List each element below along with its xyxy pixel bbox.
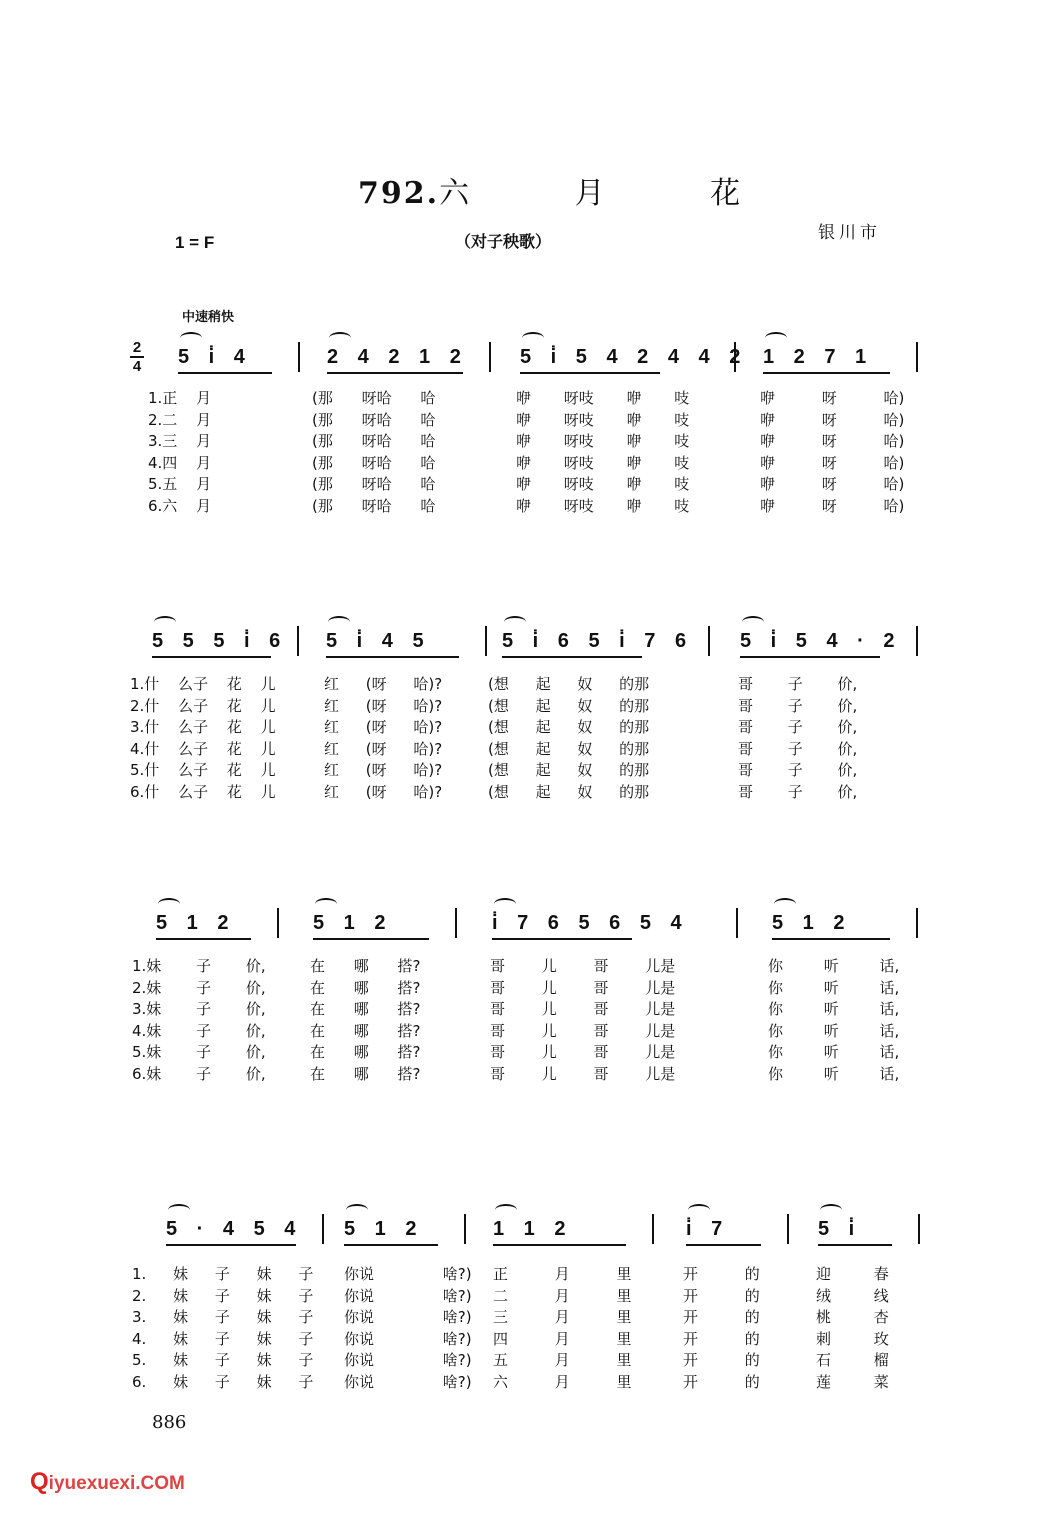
measure-notes: 5 i̇ 5 4 2 4 4 2 xyxy=(520,346,748,368)
lyric-segment: 咿 呀 哈) xyxy=(760,410,905,429)
lyric-segment: (想 起 奴 的那 xyxy=(488,718,650,736)
lyric-segment: 哥 子 价, xyxy=(738,675,858,693)
slur-mark xyxy=(154,616,176,628)
lyric-segment: 3.什 么子 花 儿 xyxy=(130,718,276,736)
lyric-segment: 1.正 月 xyxy=(148,389,212,407)
lyric-segment: 在 哪 搭? xyxy=(310,1000,421,1018)
measure-notes: 5 5 5 i̇ 6 xyxy=(152,630,288,652)
lyric-segment: 你说 啥?) xyxy=(344,1265,472,1283)
lyric-segment: 6.六 月 xyxy=(148,496,212,515)
measure-notes: 5 i̇ 4 xyxy=(178,346,252,368)
measure-notes: 5 i̇ 4 5 xyxy=(326,630,431,652)
lyric-segment: 绒 线 xyxy=(816,1286,889,1305)
lyric-segment: (那 呀哈 哈 xyxy=(312,453,436,472)
lyric-segment: 2.妹 子 价, xyxy=(132,978,266,997)
lyric-segment: 咿 呀 哈) xyxy=(760,475,905,493)
lyric-segment: (想 起 奴 的那 xyxy=(488,782,650,801)
lyric-segment: (那 呀哈 哈 xyxy=(312,389,436,407)
lyric-segment: 红 (呀 哈)? xyxy=(324,761,443,779)
lyric-segment: 咿 呀 哈) xyxy=(760,389,905,407)
song-number: 792. xyxy=(358,176,440,211)
measure-notes: 5 · 4 5 4 xyxy=(166,1218,303,1240)
measure-notes: 5 i̇ 6 5 i̇ 7 6 xyxy=(502,630,694,652)
lyric-segment: 你 听 话, xyxy=(768,1043,900,1061)
lyric-segment: (想 起 奴 的那 xyxy=(488,761,650,779)
lyric-segment: 5.五 月 xyxy=(148,475,212,493)
lyric-segment: 哥 儿 哥 儿是 xyxy=(490,1043,676,1061)
slur-mark xyxy=(765,332,787,344)
lyric-segment: 红 (呀 哈)? xyxy=(324,782,443,801)
beam-line xyxy=(327,372,463,374)
lyric-segment: (那 呀哈 哈 xyxy=(312,410,436,429)
lyric-segment: 咿 呀吱 咿 吱 xyxy=(516,496,690,515)
lyric-segment: 你说 啥?) xyxy=(344,1286,472,1305)
barline xyxy=(916,342,918,372)
lyric-segment: 5. 妹 子 妹 子 xyxy=(132,1351,314,1369)
lyric-segment: 开 的 xyxy=(683,1308,760,1326)
beam-line xyxy=(772,938,890,940)
barline xyxy=(736,908,738,938)
lyric-segment: 1.妹 子 价, xyxy=(132,957,266,975)
barline xyxy=(455,908,457,938)
beam-line xyxy=(502,656,642,658)
lyric-segment: 开 的 xyxy=(683,1265,760,1283)
lyric-segment: 开 的 xyxy=(683,1351,760,1369)
measure-notes: 2 4 2 1 2 xyxy=(327,346,468,368)
beam-line xyxy=(740,656,880,658)
slur-mark xyxy=(346,1204,368,1216)
barline xyxy=(298,342,300,372)
lyric-segment: 在 哪 搭? xyxy=(310,957,421,975)
lyric-segment: 你说 啥?) xyxy=(344,1329,472,1348)
watermark xyxy=(30,1468,185,1496)
slur-mark xyxy=(168,1204,190,1216)
key-signature: 1 = F xyxy=(175,233,215,252)
lyric-segment: 咿 呀 哈) xyxy=(760,432,905,450)
lyric-segment: 哥 儿 哥 儿是 xyxy=(490,1021,676,1040)
lyric-segment: 6. 妹 子 妹 子 xyxy=(132,1372,314,1391)
lyric-segment: 四 月 里 xyxy=(493,1329,632,1348)
measure-notes: i̇ 7 xyxy=(686,1218,730,1240)
lyric-segment: (想 起 奴 的那 xyxy=(488,739,650,758)
lyric-segment: 你 听 话, xyxy=(768,957,900,975)
barline xyxy=(277,908,279,938)
beam-line xyxy=(493,1244,626,1246)
lyric-segment: 6.妹 子 价, xyxy=(132,1064,266,1083)
beam-line xyxy=(152,656,271,658)
beam-line xyxy=(313,938,429,940)
lyric-segment: 1.什 么子 花 儿 xyxy=(130,675,276,693)
watermark-text: iyuexuexi.COM xyxy=(48,1473,185,1494)
lyric-segment: 红 (呀 哈)? xyxy=(324,675,443,693)
lyric-segment: 4.四 月 xyxy=(148,453,212,472)
lyric-segment: 开 的 xyxy=(683,1286,760,1305)
lyric-segment: 4.妹 子 价, xyxy=(132,1021,266,1040)
lyric-segment: 在 哪 搭? xyxy=(310,1021,421,1040)
slur-mark xyxy=(742,616,764,628)
measure-notes: 5 1 2 xyxy=(313,912,393,934)
slur-mark xyxy=(328,616,350,628)
lyric-segment: 红 (呀 哈)? xyxy=(324,696,443,715)
barline xyxy=(787,1214,789,1244)
lyric-segment: 哥 儿 哥 儿是 xyxy=(490,957,676,975)
measure-notes: i̇ 7 6 5 6 5 4 xyxy=(492,912,689,934)
lyric-segment: 3. 妹 子 妹 子 xyxy=(132,1308,314,1326)
slur-mark xyxy=(315,898,337,910)
lyric-segment: 哥 子 价, xyxy=(738,782,858,801)
lyric-segment: 在 哪 搭? xyxy=(310,1064,421,1083)
lyric-segment: 在 哪 搭? xyxy=(310,978,421,997)
barline xyxy=(297,626,299,656)
lyric-segment: 哥 子 价, xyxy=(738,739,858,758)
lyric-segment: 迎 春 xyxy=(816,1265,889,1283)
lyric-segment: 你 听 话, xyxy=(768,1064,900,1083)
lyric-segment: 六 月 里 xyxy=(493,1372,632,1391)
time-signature xyxy=(129,339,145,375)
beam-line xyxy=(326,656,459,658)
barline xyxy=(918,1214,920,1244)
lyric-segment: 咿 呀吱 咿 吱 xyxy=(516,389,690,407)
barline xyxy=(485,626,487,656)
lyric-segment: 4.什 么子 花 儿 xyxy=(130,739,276,758)
lyric-segment: 1. 妹 子 妹 子 xyxy=(132,1265,314,1283)
lyric-segment: 2.二 月 xyxy=(148,410,212,429)
slur-mark xyxy=(522,332,544,344)
measure-notes: 5 1 2 xyxy=(344,1218,424,1240)
beam-line xyxy=(686,1244,761,1246)
barline xyxy=(916,908,918,938)
lyric-segment: 二 月 里 xyxy=(493,1286,632,1305)
beam-line xyxy=(763,372,890,374)
lyric-segment: 你说 啥?) xyxy=(344,1308,472,1326)
barline xyxy=(652,1214,654,1244)
watermark-logo-letter: Q xyxy=(30,1468,49,1495)
lyric-segment: 咿 呀吱 咿 吱 xyxy=(516,475,690,493)
slur-mark xyxy=(329,332,351,344)
page-number: 886 xyxy=(152,1412,187,1433)
barline xyxy=(489,342,491,372)
lyric-segment: 咿 呀吱 咿 吱 xyxy=(516,432,690,450)
measure-notes: 5 1 2 xyxy=(156,912,236,934)
beam-line xyxy=(520,372,660,374)
lyric-segment: 咿 呀 哈) xyxy=(760,496,905,515)
slur-mark xyxy=(774,898,796,910)
lyric-segment: 3.妹 子 价, xyxy=(132,1000,266,1018)
measure-notes: 5 i̇ 5 4 · 2 xyxy=(740,630,902,652)
slur-mark xyxy=(504,616,526,628)
beam-line xyxy=(166,1244,296,1246)
lyric-segment: 五 月 里 xyxy=(493,1351,632,1369)
lyric-segment: 哥 子 价, xyxy=(738,718,858,736)
lyric-segment: 你说 啥?) xyxy=(344,1351,472,1369)
lyric-segment: 3.三 月 xyxy=(148,432,212,450)
tempo-marking: 中速稍快 xyxy=(182,310,235,325)
lyric-segment: 红 (呀 哈)? xyxy=(324,739,443,758)
barline xyxy=(916,626,918,656)
beam-line xyxy=(344,1244,438,1246)
lyric-segment: 4. 妹 子 妹 子 xyxy=(132,1329,314,1348)
beam-line xyxy=(178,372,272,374)
slur-mark xyxy=(495,1204,517,1216)
lyric-segment: 2.什 么子 花 儿 xyxy=(130,696,276,715)
lyric-segment: 你 听 话, xyxy=(768,1021,900,1040)
slur-mark xyxy=(494,898,516,910)
lyric-segment: 桃 杏 xyxy=(816,1308,889,1326)
measure-notes: 1 1 2 xyxy=(493,1218,573,1240)
lyric-segment: 三 月 里 xyxy=(493,1308,632,1326)
slur-mark xyxy=(820,1204,842,1216)
beam-line xyxy=(492,938,632,940)
lyric-segment: 咿 呀吱 咿 吱 xyxy=(516,453,690,472)
lyric-segment: 你说 啥?) xyxy=(344,1372,472,1391)
barline xyxy=(464,1214,466,1244)
lyric-segment: (那 呀哈 哈 xyxy=(312,496,436,515)
slur-mark xyxy=(688,1204,710,1216)
lyric-segment: 开 的 xyxy=(683,1329,760,1348)
song-location: 银川市 xyxy=(818,223,881,243)
lyric-segment: 哥 儿 哥 儿是 xyxy=(490,1000,676,1018)
lyric-segment: 咿 呀吱 咿 吱 xyxy=(516,410,690,429)
lyric-segment: 5.什 么子 花 儿 xyxy=(130,761,276,779)
lyric-segment: 莲 菜 xyxy=(816,1372,889,1391)
time-signature-top: 2 xyxy=(132,339,142,356)
lyric-segment: 咿 呀 哈) xyxy=(760,453,905,472)
song-name: 六 月 花 xyxy=(439,176,789,211)
lyric-segment: 你 听 话, xyxy=(768,1000,900,1018)
barline xyxy=(708,626,710,656)
lyric-segment: 5.妹 子 价, xyxy=(132,1043,266,1061)
lyric-segment: 石 榴 xyxy=(816,1351,889,1369)
beam-line xyxy=(156,938,251,940)
lyric-segment: 哥 子 价, xyxy=(738,696,858,715)
measure-notes: 1 2 7 1 xyxy=(763,346,874,368)
lyric-segment: (那 呀哈 哈 xyxy=(312,432,436,450)
lyric-segment: 正 月 里 xyxy=(493,1265,632,1283)
time-signature-bottom: 4 xyxy=(132,358,142,375)
barline xyxy=(322,1214,324,1244)
lyric-segment: 2. 妹 子 妹 子 xyxy=(132,1286,314,1305)
lyric-segment: 红 (呀 哈)? xyxy=(324,718,443,736)
lyric-segment: (想 起 奴 的那 xyxy=(488,696,650,715)
song-subtitle: （对子秧歌） xyxy=(455,232,552,251)
lyric-segment: 在 哪 搭? xyxy=(310,1043,421,1061)
lyric-segment: 6.什 么子 花 儿 xyxy=(130,782,276,801)
lyric-segment: 哥 儿 哥 儿是 xyxy=(490,978,676,997)
lyric-segment: 哥 子 价, xyxy=(738,761,858,779)
slur-mark xyxy=(158,898,180,910)
lyric-segment: (那 呀哈 哈 xyxy=(312,475,436,493)
lyric-segment: 你 听 话, xyxy=(768,978,900,997)
lyric-segment: (想 起 奴 的那 xyxy=(488,675,650,693)
lyric-segment: 哥 儿 哥 儿是 xyxy=(490,1064,676,1083)
measure-notes: 5 i̇ xyxy=(818,1218,862,1240)
measure-notes: 5 1 2 xyxy=(772,912,852,934)
beam-line xyxy=(818,1244,892,1246)
lyric-segment: 开 的 xyxy=(683,1372,760,1391)
song-title xyxy=(358,168,788,212)
lyric-segment: 刺 玫 xyxy=(816,1329,889,1348)
slur-mark xyxy=(180,332,202,344)
